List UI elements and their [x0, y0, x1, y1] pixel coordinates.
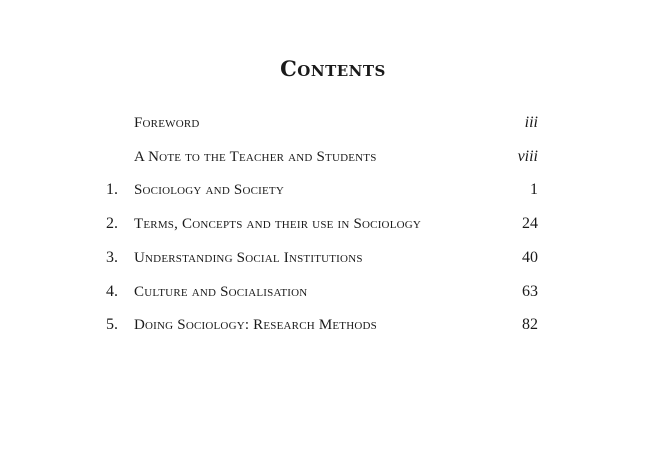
toc-entry-chapter-2[interactable] — [0, 212, 666, 236]
toc-entry-page: 40 — [522, 249, 538, 266]
toc-entry-chapter-5[interactable] — [0, 313, 666, 337]
toc-entry-title: Sociology and Society — [134, 182, 284, 198]
toc-entry-chapter-3[interactable] — [0, 246, 666, 270]
toc-entry-note[interactable] — [0, 145, 666, 169]
toc-entry-number: 2. — [106, 215, 118, 232]
toc-entry-title: Doing Sociology: Research Methods — [134, 317, 377, 333]
toc-entry-title: Understanding Social Institutions — [134, 250, 363, 266]
toc-entry-number: 4. — [106, 283, 118, 300]
page-title: Contents — [280, 56, 386, 81]
toc-entry-chapter-1[interactable] — [0, 178, 666, 202]
toc-entry-number: 1. — [106, 181, 118, 198]
toc-entry-title: Terms, Concepts and their use in Sociology — [134, 216, 422, 232]
toc-entry-number: 3. — [106, 249, 118, 266]
toc-entry-page: 1 — [530, 181, 538, 198]
toc-entry-page: 82 — [522, 316, 538, 333]
toc-entry-page: 63 — [522, 283, 538, 300]
toc-entry-page: viii — [517, 148, 538, 165]
toc-entry-chapter-4[interactable] — [0, 280, 666, 304]
toc-entry-page: 24 — [522, 215, 538, 232]
toc-entry-title: Culture and Socialisation — [134, 284, 308, 300]
toc-entry-page: iii — [524, 114, 538, 131]
toc-entry-title: A Note to the Teacher and Students — [134, 149, 377, 165]
toc-entry-number: 5. — [106, 316, 118, 333]
toc-entry-title: Foreword — [134, 115, 200, 131]
toc-entry-foreword[interactable] — [0, 111, 666, 135]
